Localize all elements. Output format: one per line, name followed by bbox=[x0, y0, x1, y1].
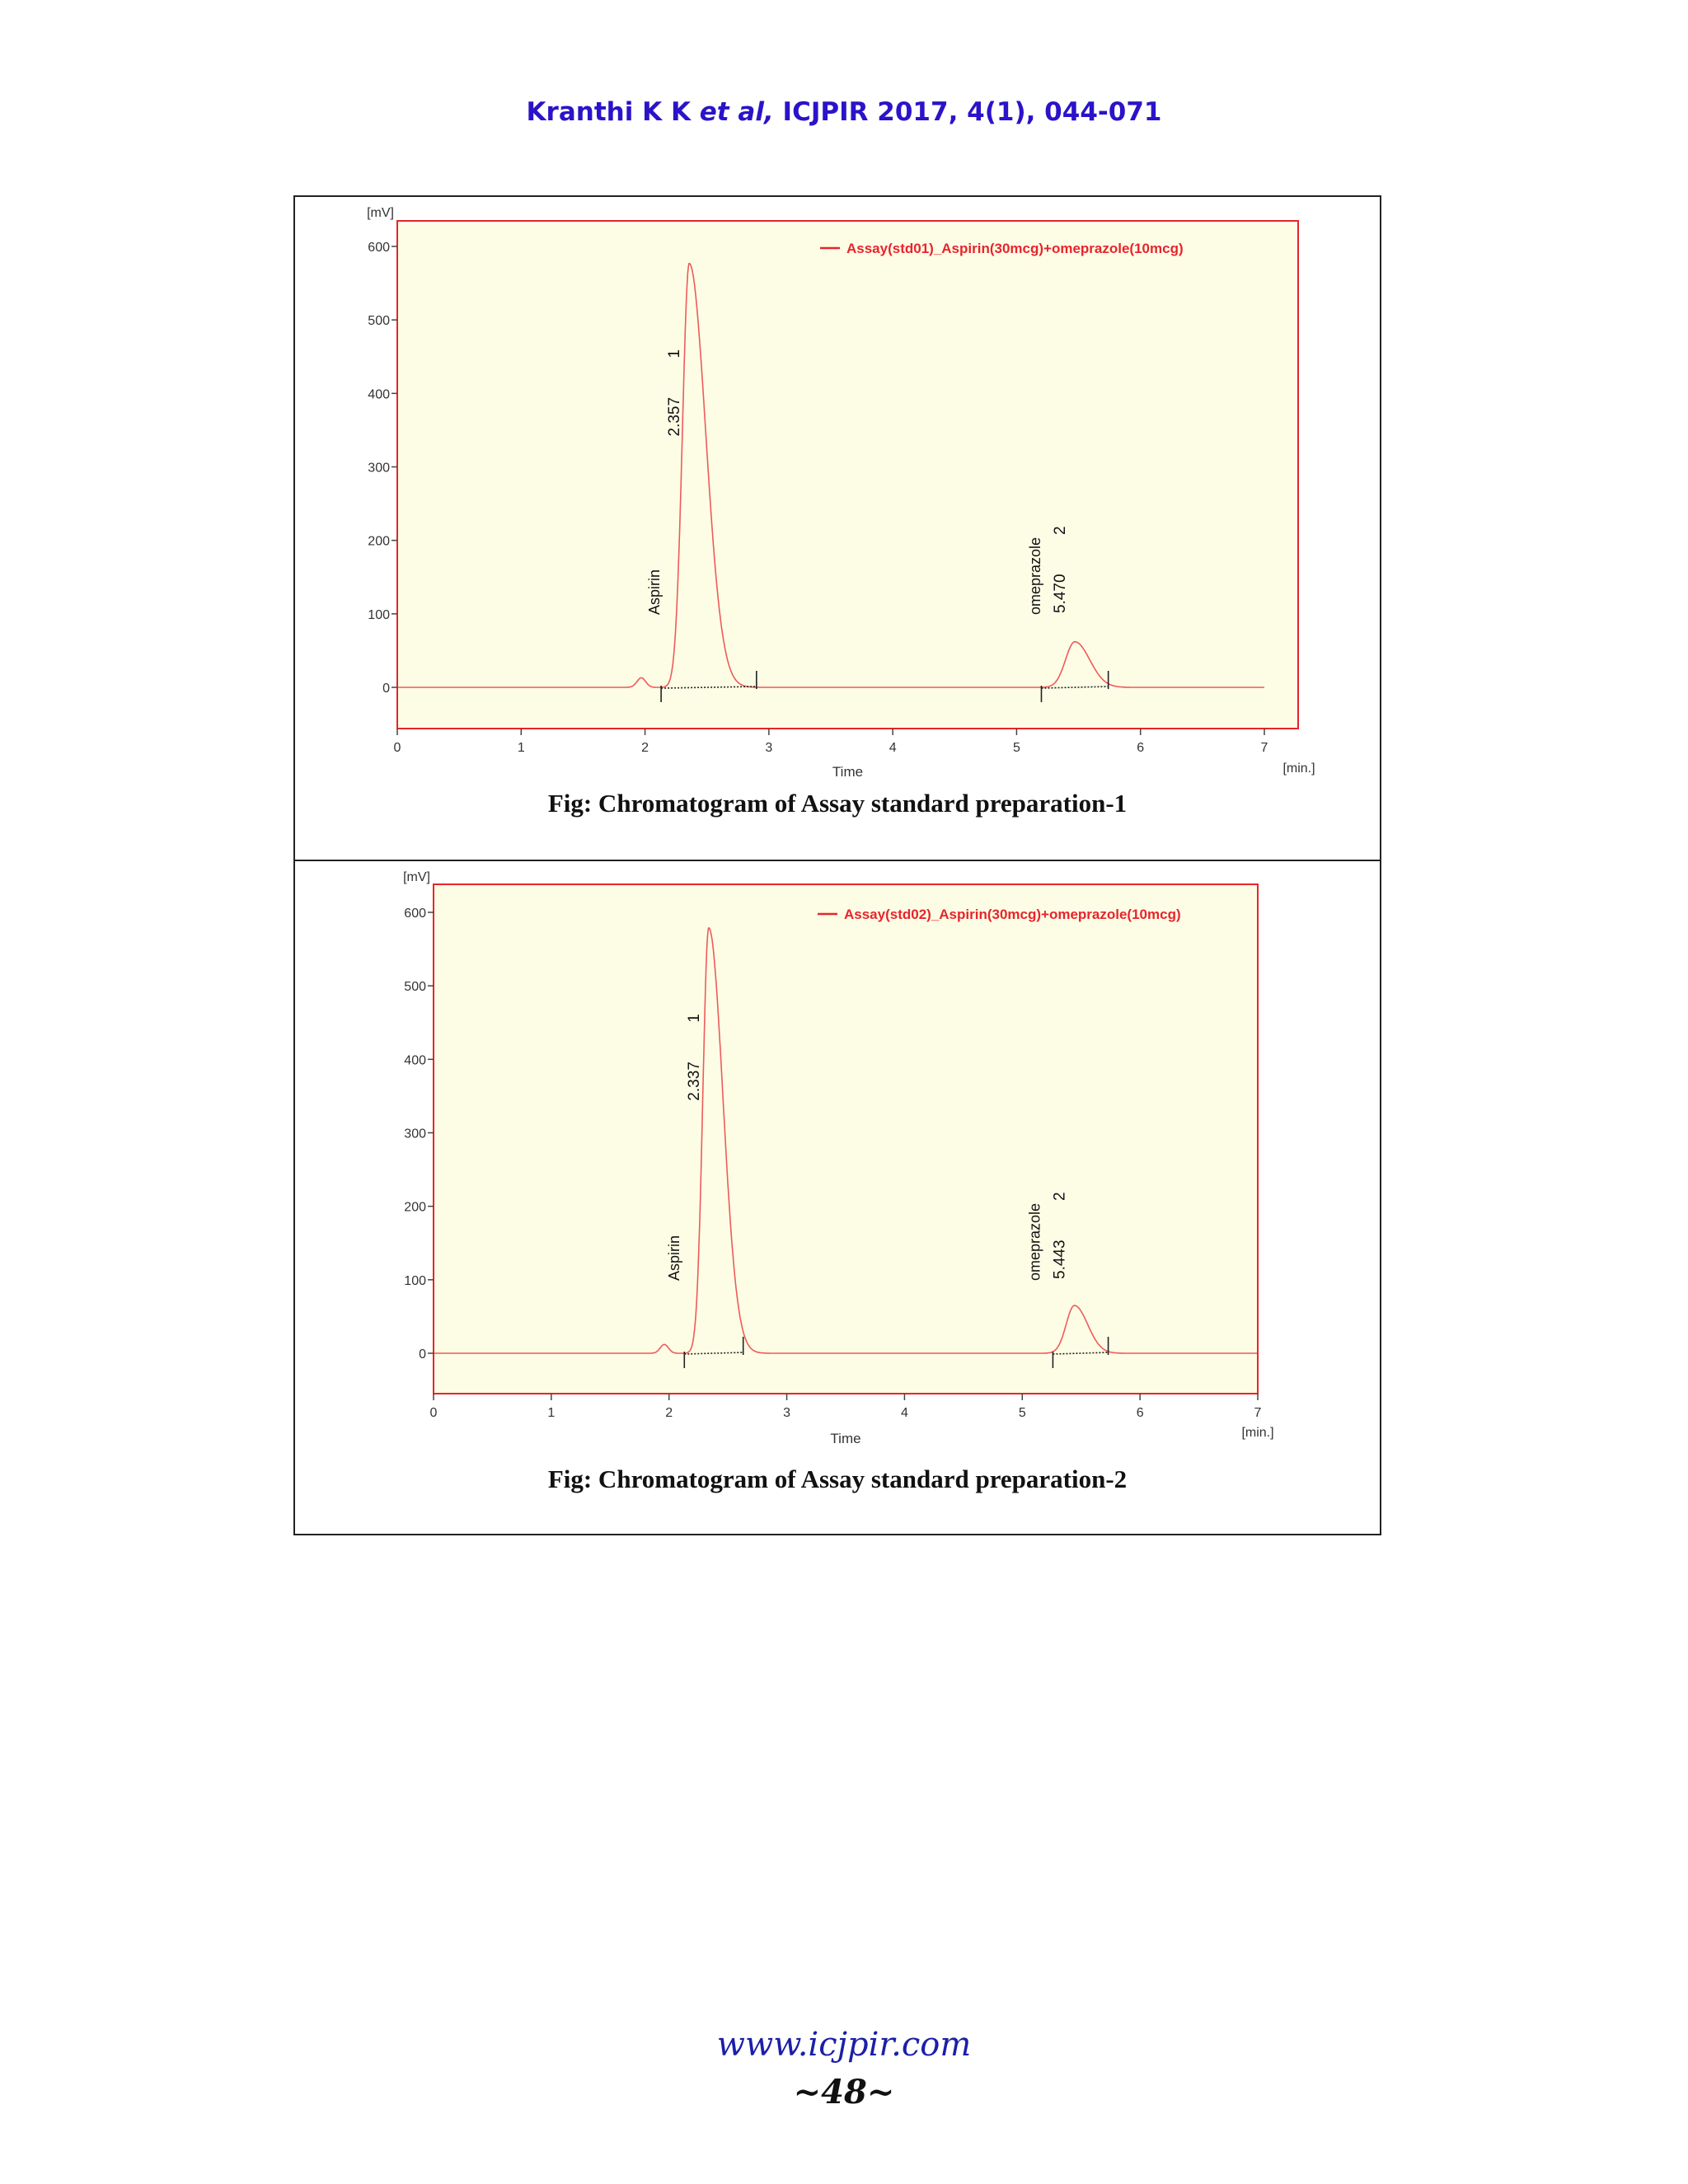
x-tick-label: 3 bbox=[783, 1406, 791, 1420]
header-citation: ICJPIR 2017, 4(1), 044-071 bbox=[782, 97, 1162, 127]
peak-retention-time: 5.443 bbox=[1051, 1240, 1069, 1279]
figure-frame-2 bbox=[293, 860, 1381, 1535]
peak-compound-name: Aspirin bbox=[665, 1235, 682, 1281]
peak-name-annotation bbox=[666, 1235, 682, 1281]
peak-number: 1 bbox=[666, 349, 684, 359]
peak-name-annotation bbox=[1027, 537, 1043, 615]
x-tick-label: 6 bbox=[1137, 741, 1145, 755]
y-tick-label: 0 bbox=[382, 682, 390, 696]
peak-name-annotation bbox=[1027, 1203, 1043, 1281]
x-tick-label: 7 bbox=[1254, 1406, 1262, 1420]
peak-compound-name: omeprazole bbox=[1026, 1202, 1043, 1281]
legend-label: Assay(std02)_Aspirin(30mcg)+omeprazole(10mcg) bbox=[844, 907, 1181, 922]
footer-url[interactable]: www.icjpir.com bbox=[716, 2026, 972, 2064]
figure-caption-1: Fig: Chromatogram of Assay standard preparation-1 bbox=[547, 789, 1128, 818]
plot-area-1 bbox=[397, 221, 1298, 729]
y-tick-label: 300 bbox=[368, 461, 390, 476]
figure-caption-2: Fig: Chromatogram of Assay standard preparation-2 bbox=[547, 1465, 1128, 1493]
y-axis-unit: [mV] bbox=[367, 206, 394, 220]
peak-compound-name: Aspirin bbox=[646, 569, 663, 615]
x-tick-label: 4 bbox=[900, 1406, 908, 1420]
y-tick-label: 600 bbox=[368, 241, 390, 255]
peak-number: 2 bbox=[1051, 1192, 1069, 1201]
x-tick-label: 0 bbox=[429, 1406, 438, 1420]
page-number: ~48~ bbox=[793, 2073, 895, 2111]
x-axis-label: Time bbox=[830, 1431, 861, 1446]
header-etal: et al, bbox=[699, 97, 774, 127]
legend-label: Assay(std01)_Aspirin(30mcg)+omeprazole(10mcg) bbox=[846, 241, 1184, 256]
y-tick-label: 100 bbox=[368, 607, 390, 622]
chromatogram-chart-2 bbox=[295, 861, 1380, 1455]
y-tick-label: 400 bbox=[368, 387, 390, 402]
x-axis-label: Time bbox=[832, 764, 864, 780]
x-tick-label: 5 bbox=[1012, 741, 1020, 755]
x-tick-label: 3 bbox=[765, 741, 773, 755]
y-tick-label: 600 bbox=[404, 907, 426, 921]
x-axis-unit: [min.] bbox=[1282, 762, 1315, 776]
y-axis-unit: [mV] bbox=[403, 870, 430, 884]
x-tick-label: 4 bbox=[889, 741, 897, 755]
x-tick-label: 1 bbox=[547, 1406, 556, 1420]
x-tick-label: 7 bbox=[1260, 741, 1268, 755]
peak-name-annotation bbox=[646, 569, 663, 615]
peak-number: 2 bbox=[1052, 526, 1070, 535]
x-tick-label: 0 bbox=[393, 741, 401, 755]
y-tick-label: 500 bbox=[404, 980, 426, 995]
x-tick-label: 2 bbox=[665, 1406, 673, 1420]
y-tick-label: 500 bbox=[368, 314, 390, 329]
peak-compound-name: omeprazole bbox=[1027, 537, 1044, 615]
chromatogram-chart-1 bbox=[295, 197, 1380, 782]
x-tick-label: 6 bbox=[1136, 1406, 1144, 1420]
x-tick-label: 5 bbox=[1018, 1406, 1026, 1420]
y-tick-label: 200 bbox=[368, 534, 390, 549]
peak-retention-time: 2.337 bbox=[685, 1062, 703, 1101]
x-tick-label: 1 bbox=[517, 741, 525, 755]
x-tick-label: 2 bbox=[641, 741, 649, 755]
y-tick-label: 100 bbox=[404, 1273, 426, 1288]
plot-area-2 bbox=[434, 884, 1258, 1394]
peak-retention-time: 2.357 bbox=[666, 396, 684, 437]
header-authors: Kranthi K K bbox=[526, 97, 691, 127]
peak-retention-time: 5.470 bbox=[1052, 574, 1070, 613]
y-tick-label: 300 bbox=[404, 1127, 426, 1141]
figure-frame-1 bbox=[293, 195, 1381, 861]
peak-number: 1 bbox=[685, 1014, 703, 1023]
x-axis-unit: [min.] bbox=[1241, 1426, 1274, 1440]
running-header bbox=[0, 97, 1688, 127]
y-tick-label: 0 bbox=[419, 1347, 426, 1361]
y-tick-label: 400 bbox=[404, 1053, 426, 1068]
y-tick-label: 200 bbox=[404, 1200, 426, 1215]
